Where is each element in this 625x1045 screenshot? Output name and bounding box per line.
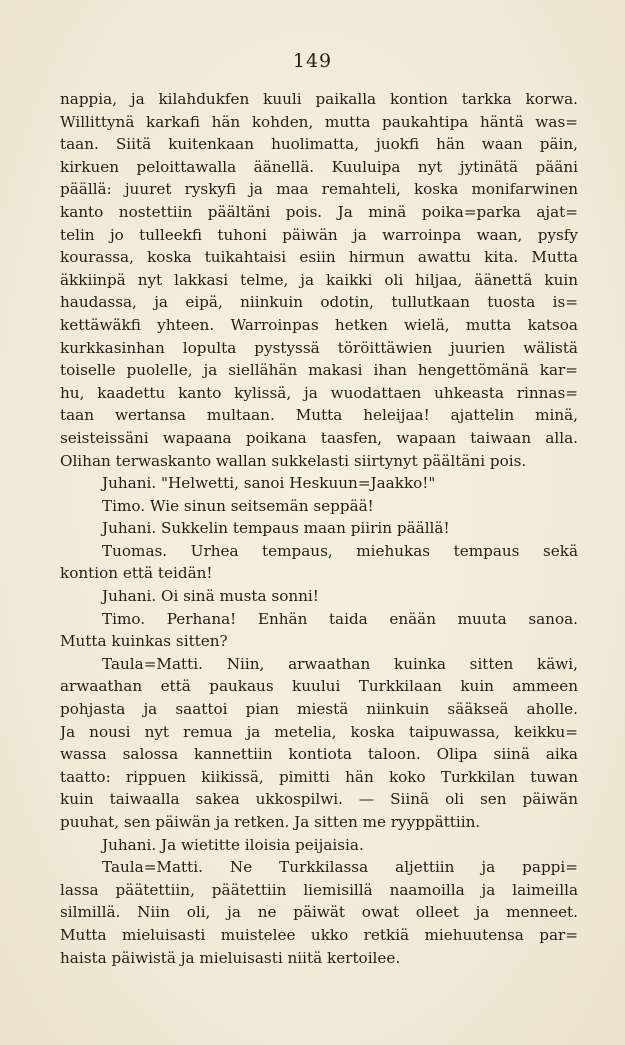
text-line: haista päiwistä ja mieluisasti niitä kertoilee. <box>60 948 401 967</box>
text-line: Timo. Perhana! Enhän taida enään muuta sanoa. <box>102 609 578 628</box>
text-line: Ja nousi nyt remua ja metelia, koska taipuwassa, keikku= <box>60 722 578 741</box>
text-line: taan wertansa multaan. Mutta heleijaa! ajattelin minä, <box>60 406 578 425</box>
text-line: Juhani. Oi sinä musta sonni! <box>102 587 319 606</box>
text-line: puuhat, sen päiwän ja retken. Ja sitten me ryyppättiin. <box>60 813 481 831</box>
text-line: Mutta kuinkas sitten? <box>60 632 228 651</box>
text-line: telin jo tulleekfi tuhoni päiwän ja warroinpa waan, pysfy <box>60 225 578 244</box>
text-line: Juhani. Sukkelin tempaus maan piirin päällä! <box>102 519 450 538</box>
page-number: 149 <box>292 50 333 72</box>
text-line: kourassa, koska tuikahtaisi esiin hirmun awattu kita. Mutta <box>60 248 578 267</box>
text-line: toiselle puolelle, ja siellähän makasi ihan hengettömänä kar= <box>60 361 578 380</box>
text-line: hu, kaadettu kanto kylissä, ja wuodattaen uhkeasta rinnas= <box>60 383 578 402</box>
text-line: Taula=Matti. Niin, arwaathan kuinka sitten käwi, <box>102 654 578 673</box>
text-line: lassa päätettiin, päätettiin liemisillä naamoilla ja laimeilla <box>60 880 578 899</box>
text-line: taatto: rippuen kiikissä, pimitti hän koko Turkkilan tuwan <box>60 767 578 786</box>
text-line: Taula=Matti. Ne Turkkilassa aljettiin ja pappi= <box>102 858 578 877</box>
text-line: Mutta mieluisasti muistelee ukko retkiä miehuutensa par= <box>60 925 578 944</box>
text-line: seisteissäni wapaana poikana taasfen, wapaan taiwaan alla. <box>60 428 578 447</box>
text-line: kurkkasinhan lopulta pystyssä töröittäwien juurien wälistä <box>60 338 578 357</box>
text-line: kanto nostettiin päältäni pois. Ja minä poika=parka ajat= <box>60 202 578 221</box>
text-line: äkkiinpä nyt lakkasi telme, ja kaikki oli hiljaa, äänettä kuin <box>60 270 578 289</box>
text-line: kettäwäkfi yhteen. Warroinpas hetken wielä, mutta katsoa <box>60 315 578 334</box>
text-line: päällä: juuret ryskyfi ja maa remahteli, koska monifarwinen <box>60 180 578 199</box>
text-line: haudassa, ja eipä, niinkuin odotin, tullutkaan tuosta is= <box>60 293 578 312</box>
text-line: taan. Siitä kuitenkaan huolimatta, juokfi hän waan päin, <box>60 135 578 154</box>
text-line: Olihan terwaskanto wallan sukkelasti siirtynyt päältäni pois. <box>60 451 527 470</box>
text-line: Timo. Wie sinun seitsemän seppää! <box>102 496 374 515</box>
text-line: Tuomas. Urhea tempaus, miehukas tempaus sekä <box>102 541 578 560</box>
text-line: pohjasta ja saattoi pian miestä niinkuin sääkseä aholle. <box>60 700 578 719</box>
text-line: kirkuen peloittawalla äänellä. Kuuluipa nyt jytinätä pääni <box>60 157 578 176</box>
text-line: silmillä. Niin oli, ja ne päiwät owat olleet ja menneet. <box>60 903 578 922</box>
body-text <box>60 88 578 969</box>
text-line: arwaathan että paukaus kuului Turkkilaan kuin ammeen <box>60 677 578 696</box>
text-line: kontion että teidän! <box>60 564 213 583</box>
text-line: wassa salossa kannettiin kontiota taloon. Olipa siinä aika <box>60 745 578 764</box>
text-line: nappia, ja kilahdukfen kuuli paikalla kontion tarkka korwa. <box>60 90 578 108</box>
text-line: Juhani. Ja wietitte iloisia peijaisia. <box>102 835 364 854</box>
text-line: kuin taiwaalla sakea ukkospilwi. — Siinä oli sen päiwän <box>60 790 578 809</box>
text-line: Juhani. "Helwetti, sanoi Heskuun=Jaakko!" <box>102 474 436 493</box>
text-line: Willittynä karkafi hän kohden, mutta paukahtipa häntä was= <box>60 112 578 131</box>
